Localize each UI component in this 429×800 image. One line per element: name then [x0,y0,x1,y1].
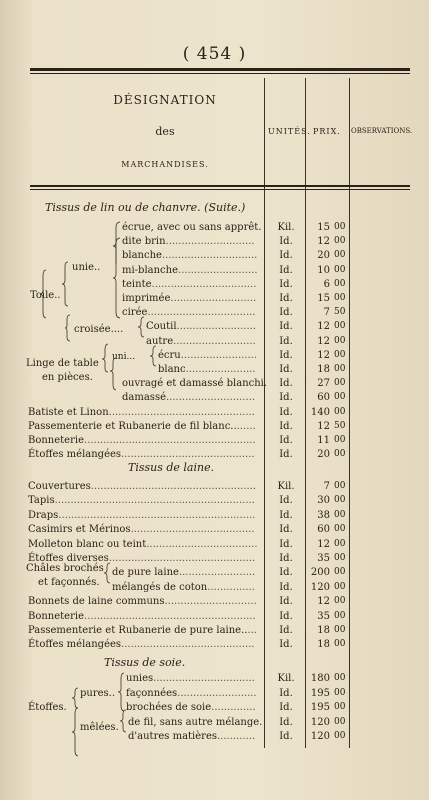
row-label-text: autre [146,335,174,347]
row-price-francs: 15 [317,222,330,233]
row-price-centimes: 00 [334,481,346,491]
row-label-text: unies [126,673,154,684]
row-price-centimes: 00 [334,321,346,332]
row-price-francs: 60 [317,392,330,404]
group-label-chales-1: Châles brochés [26,563,104,574]
row-label-text: mi-blanche [122,264,179,276]
header-prix: PRIX. [313,127,341,136]
row-price-centimes: 00 [334,293,346,303]
row-price-centimes: 00 [334,509,346,520]
row-price-centimes: 00 [334,264,346,275]
group-label-melees: mêlées. [80,722,119,733]
row-price-francs: 140 [310,406,330,418]
row-price-centimes: 00 [334,222,346,232]
row-label-text: Draps [28,509,59,521]
row-price-francs: 6 [323,278,330,290]
leader-dots: ................................... [146,538,258,550]
row-unit: Id. [279,687,293,699]
row-unit: Id. [279,495,293,507]
row-unit: Kil. [277,481,295,492]
row-unit: Id. [279,610,293,622]
row-price-centimes: 00 [334,625,346,635]
row-label-text: Étoffes mélangées [28,639,122,651]
row-unit: Id. [279,553,293,564]
row-label-text: Étoffes diverses [28,553,109,564]
row-unit: Kil. [277,222,295,233]
row-price-centimes: 00 [334,392,346,403]
row-price-centimes: 00 [334,406,346,417]
leader-dots: ........................ [178,567,256,579]
row-price-francs: 12 [317,349,330,361]
header-des: des [155,125,175,138]
row-price-francs: 27 [317,378,330,390]
row-price-centimes: 00 [334,335,346,346]
group-label-linge-2: en pièces. [42,372,93,383]
row-price-francs: 20 [317,250,330,262]
row-price-francs: 18 [317,639,330,651]
leader-dots: .......................................... [121,639,255,651]
group-label-linge-1: Linge de table [26,358,99,369]
leader-dots: ... [247,625,257,636]
row-unit: Id. [279,321,293,333]
row-price-francs: 18 [317,625,330,636]
row-price-francs: 180 [310,673,330,684]
row-price-centimes: 00 [334,702,346,713]
row-price-centimes: 00 [334,581,346,592]
row-unit: Id. [279,731,293,743]
row-price-francs: 120 [310,581,330,593]
row-label-text: Casimirs et Mérinos [28,524,131,536]
leader-dots: ...................................................... [84,435,256,446]
row-price-centimes: 00 [334,596,346,607]
leader-dots: .............................................. [108,406,255,418]
row-unit: Id. [279,435,293,446]
row-price-francs: 30 [317,495,330,507]
leader-dots: .............................................. [108,553,256,564]
row-unit: Id. [279,264,293,276]
row-label-text: écru [158,349,181,361]
row-price-centimes: 00 [334,673,346,683]
leader-dots: .......................... [173,335,256,347]
leader-dots: ......................... [177,687,257,699]
row-price-centimes: 00 [334,495,346,506]
row-unit: Id. [279,639,293,651]
leader-dots: ........................... [170,293,257,304]
row-price-centimes: 00 [334,553,346,563]
leader-dots: ................................ [153,673,255,684]
row-price-francs: 60 [317,524,330,536]
row-price-francs: 10 [317,264,330,276]
row-unit: Id. [279,293,293,304]
page-number: ( 454 ) [182,44,247,64]
leader-dots: ............................................................... [54,495,255,507]
row-price-francs: 12 [317,596,330,608]
row-price-centimes: 00 [334,639,346,650]
row-unit: Id. [279,250,293,262]
group-label-pures: pures.. [80,688,116,699]
row-price-francs: 7 [323,307,330,319]
row-unit: Id. [279,581,293,593]
header-designation: DÉSIGNATION [113,93,217,107]
leader-dots: .............................................................. [58,509,256,521]
leader-dots: ............................ [165,236,255,248]
group-label-uni: uni... [112,352,136,362]
row-price-francs: 7 [323,481,330,492]
leader-dots: ......................... [178,264,258,276]
row-label-text: dite brin [122,236,166,248]
row-unit: Id. [279,335,293,347]
row-label-text: Étoffes mélangées [28,449,122,461]
row-price-centimes: 00 [334,378,346,389]
row-unit: Id. [279,625,293,636]
row-unit: Id. [279,278,293,290]
row-price-centimes: 00 [334,716,346,727]
row-price-centimes: 00 [334,449,346,460]
row-label-text: de pure laine [112,567,179,579]
row-label-text: Tapis [28,495,55,507]
row-label-text: Molleton blanc ou teint [28,538,147,550]
row-price-francs: 120 [310,731,330,743]
row-price-centimes: 00 [334,236,346,247]
row-unit: Id. [279,307,293,319]
row-unit: Id. [279,364,293,375]
row-unit: Id. [279,567,293,579]
row-price-centimes: 00 [334,435,346,445]
row-price-centimes: 00 [334,250,346,261]
row-price-centimes: 00 [334,349,346,360]
group-label-etoffes: Étoffes. [28,702,67,713]
header-observations: OBSERVATIONS. [351,127,413,135]
leader-dots: .................................................... [90,481,257,492]
row-unit: Id. [279,596,293,608]
row-unit: Id. [279,509,293,521]
row-unit: Id. [279,524,293,536]
row-price-francs: 12 [317,538,330,550]
group-label-unie: unie.. [72,262,101,273]
leader-dots: ........................ [180,349,258,361]
row-unit: Id. [279,236,293,248]
row-label-text: écrue, avec ou sans apprêt. [122,222,262,233]
row-price-francs: 38 [317,509,330,521]
leader-dots: .................................. [147,307,256,319]
row-price-francs: 195 [310,687,330,699]
row-unit: Id. [279,420,293,432]
row-price-francs: 35 [317,610,330,622]
row-price-francs: 195 [310,702,330,714]
leader-dots: ............................. [164,596,257,608]
row-label-text: imprimée [122,293,171,304]
section-title-lin: Tissus de lin ou de chanvre. (Suite.) [45,201,246,214]
leader-dots: ............................ [166,392,256,404]
row-label-text: d'autres matières [128,731,217,743]
row-label-text: Passementerie et Rubanerie de fil blanc.. [28,420,237,432]
row-price-centimes: 00 [334,524,346,535]
row-label-text: Couvertures [28,481,91,492]
row-unit: Id. [279,449,293,461]
row-label-text: Bonneterie [28,435,85,446]
row-label-text: ouvragé et damassé blanchi. [122,378,268,390]
row-price-francs: 12 [317,236,330,248]
row-label-text: damassé [122,392,166,404]
row-label-text: de fil, sans autre mélange. [128,716,263,728]
row-label-text: façonnées [126,687,178,699]
header-unites: UNITÉS. [268,127,311,136]
row-label-text: teinte [122,278,152,290]
row-label-text: Bonneterie [28,610,85,622]
leader-dots: .............. [211,702,256,714]
row-label-text: Bonnets de laine communs [28,596,165,608]
section-title-laine: Tissus de laine. [128,461,215,474]
leader-dots: ....................................... [130,524,255,536]
row-unit: Id. [279,538,293,550]
leader-dots: ...... [236,420,256,432]
row-price-francs: 12 [317,321,330,333]
row-price-centimes: 50 [334,307,346,318]
row-label-text: brochées de soie [126,702,212,714]
row-unit: Id. [279,702,293,714]
row-price-centimes: 00 [334,687,346,698]
row-price-centimes: 00 [334,731,346,742]
leader-dots: ...................................................... [84,610,256,622]
leader-dots: .......................................... [121,449,255,461]
leader-dots: ............ [217,731,256,743]
row-price-centimes: 50 [334,420,346,431]
row-price-francs: 15 [317,293,330,304]
row-label-text: blanc [158,364,186,375]
row-price-francs: 35 [317,553,330,564]
row-unit: Id. [279,716,293,728]
leader-dots: ............... [207,581,255,593]
group-label-croisee: croisée.... [74,324,124,335]
row-price-francs: 120 [310,716,330,728]
row-label-text: mélangés de coton [112,581,208,593]
row-unit: Id. [279,378,293,390]
leader-dots: ...................... [185,364,256,375]
section-title-soie: Tissus de soie. [104,656,186,669]
row-label-text: Batiste et Linon [28,406,109,418]
row-label-text: Passementerie et Rubanerie de pure laine.. [28,625,248,636]
row-unit: Id. [279,406,293,418]
row-price-centimes: 00 [334,567,346,578]
leader-dots: .............................. [161,250,258,262]
row-price-centimes: 00 [334,278,346,289]
row-unit: Id. [279,349,293,361]
header-marchandises: MARCHANDISES. [121,160,209,169]
row-price-francs: 12 [317,420,330,432]
row-label-text: blanche [122,250,162,262]
row-price-centimes: 00 [334,538,346,549]
group-label-toile: Toile.. [30,290,61,301]
row-price-francs: 18 [317,364,330,375]
leader-dots: ......................... [176,321,256,333]
row-price-francs: 20 [317,449,330,461]
row-price-centimes: 00 [334,610,346,621]
row-price-francs: 12 [317,335,330,347]
leader-dots: ................................. [151,278,257,290]
row-label-text: Coutil [146,321,177,333]
row-label-text: cirée [122,307,148,319]
group-label-chales-2: et façonnés. [38,577,100,588]
row-unit: Id. [279,392,293,404]
row-unit: Kil. [277,673,295,684]
row-price-centimes: 00 [334,364,346,374]
row-price-francs: 11 [317,435,330,446]
row-price-francs: 200 [310,567,330,579]
